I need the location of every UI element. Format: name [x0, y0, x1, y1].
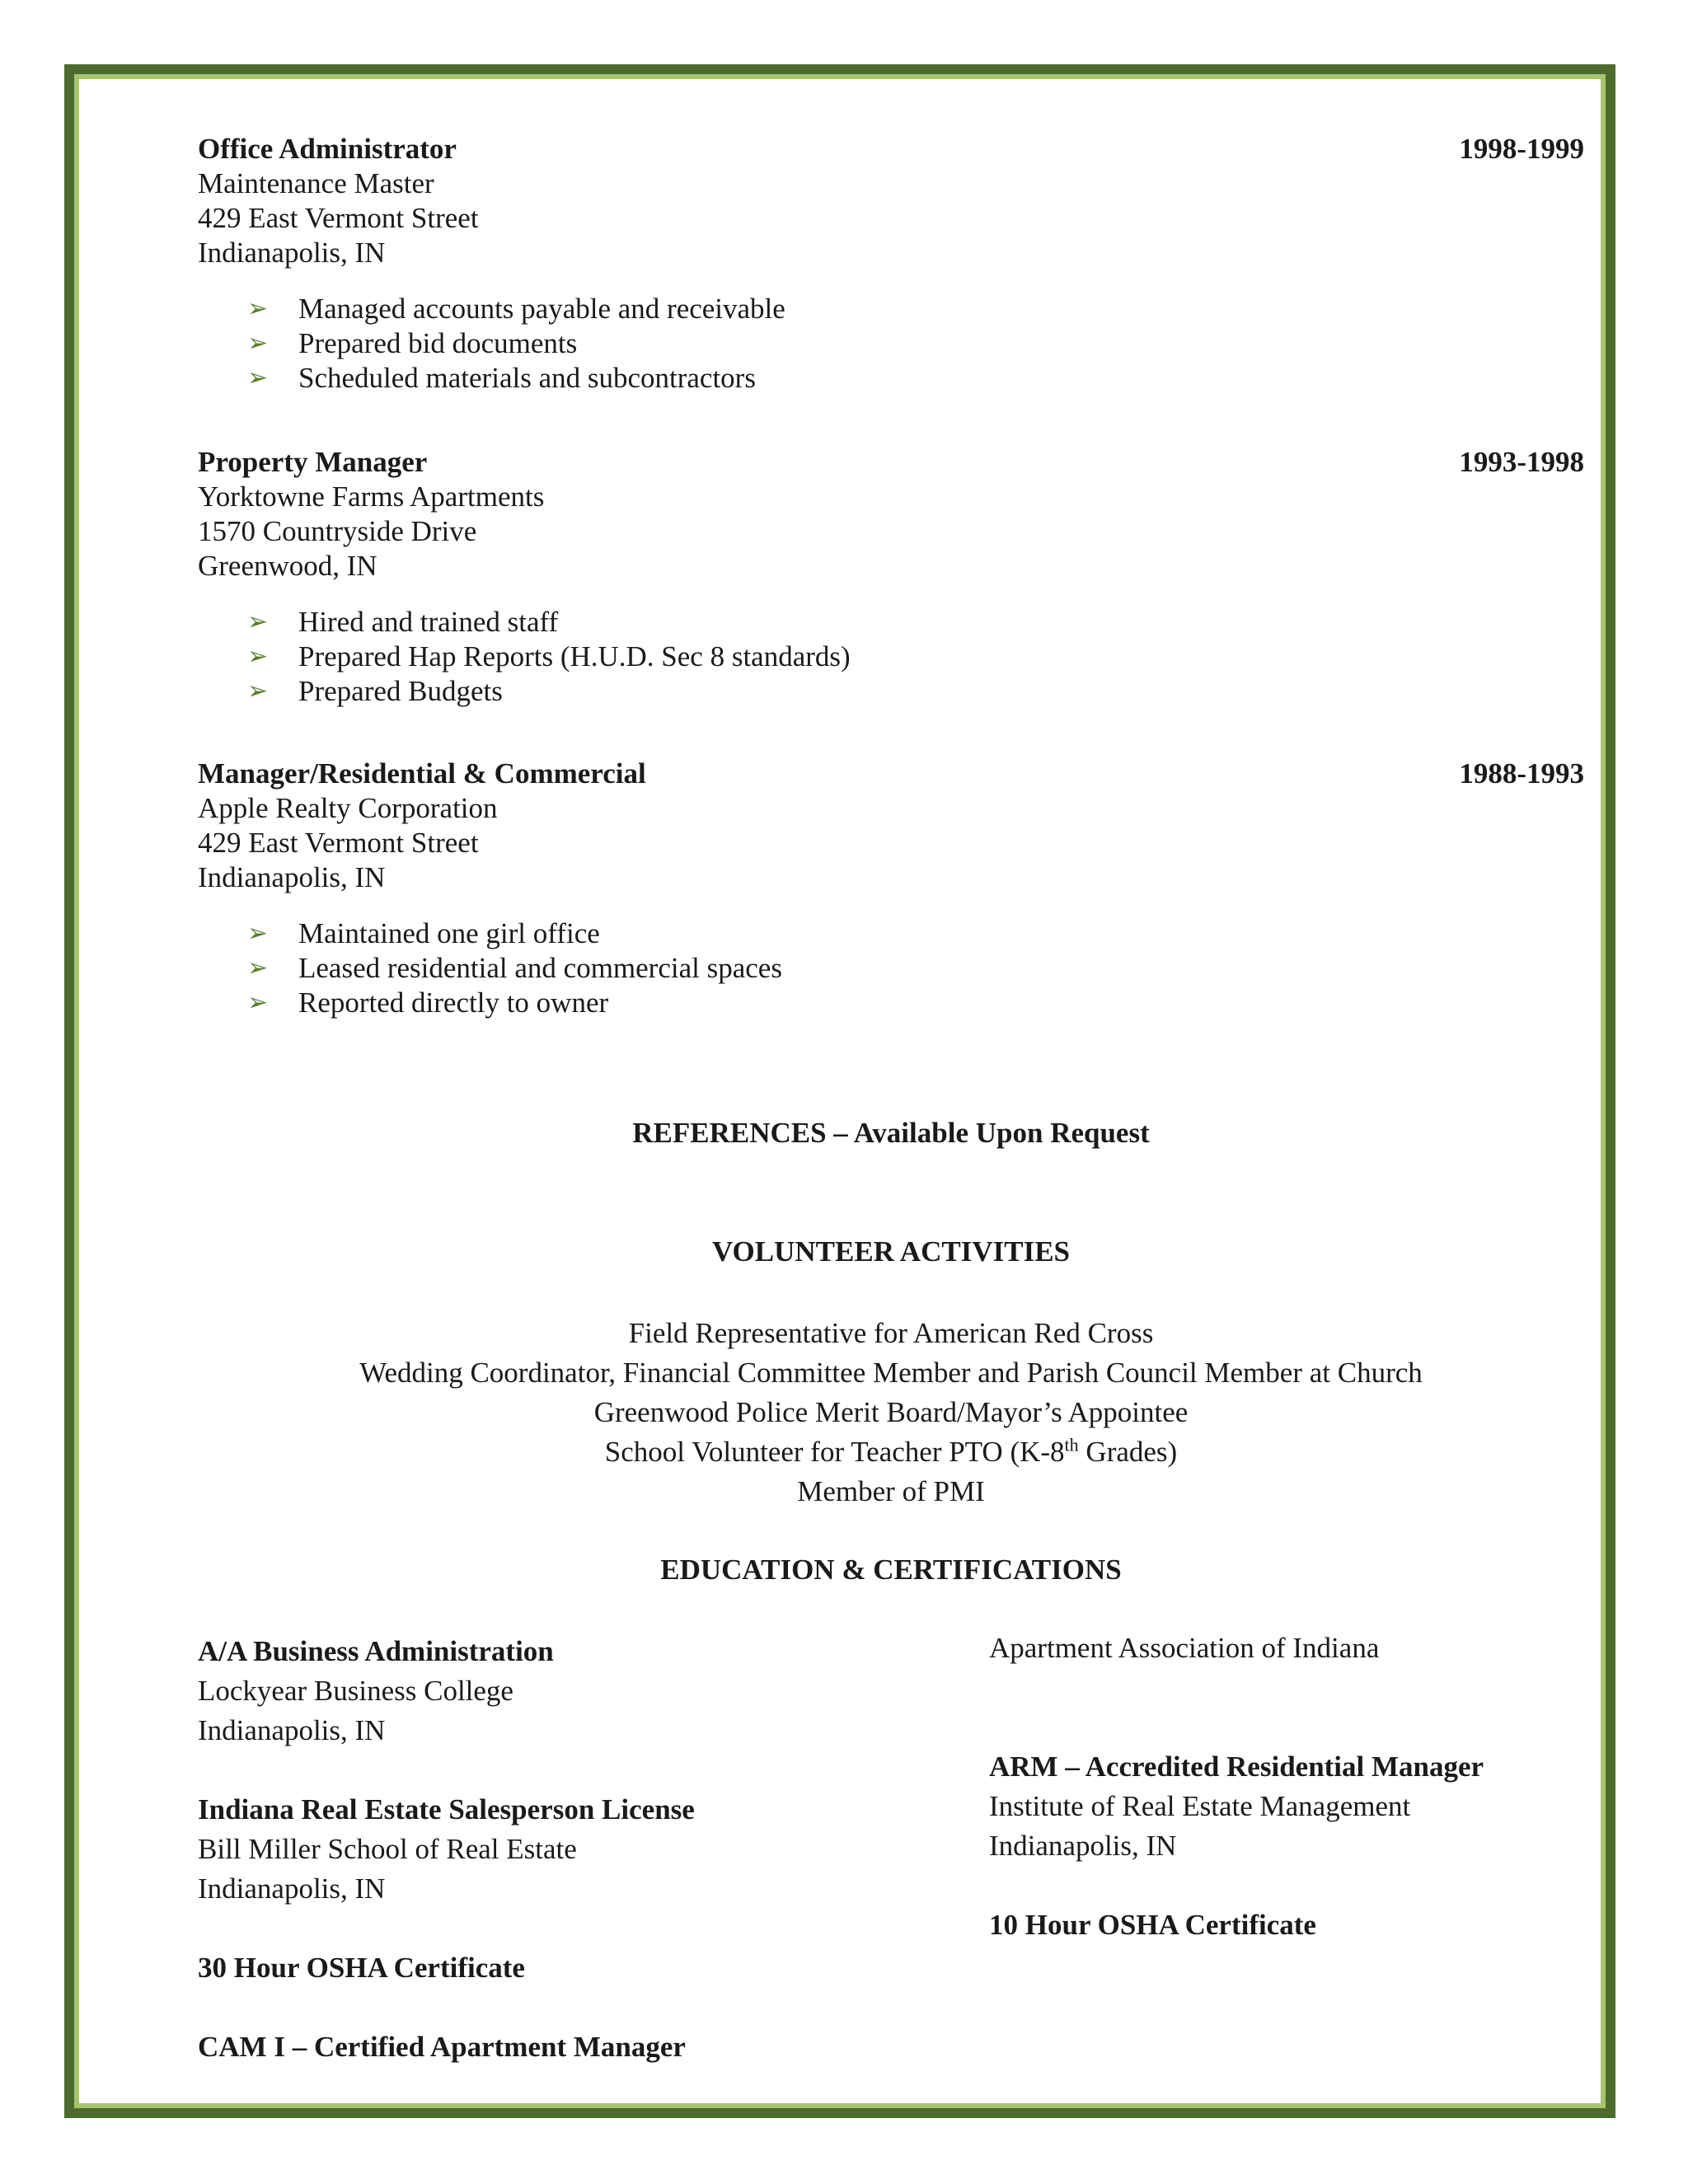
job-company: Maintenance Master [198, 167, 434, 199]
arrow-bullet-icon: ➢ [247, 295, 269, 322]
organization-name: Apartment Association of Indiana [989, 1632, 1380, 1664]
arrow-bullet-icon: ➢ [247, 643, 269, 670]
list-item: ➢ Prepared Budgets [247, 675, 503, 707]
job-duties [198, 916, 1584, 1020]
list-item: Field Representative for American Red Cross [628, 1317, 1154, 1349]
school-city: Indianapolis, IN [198, 1714, 386, 1746]
job-address: 429 East Vermont Street [198, 202, 479, 234]
education-heading: EDUCATION & CERTIFICATIONS [660, 1554, 1122, 1586]
list-item: ➢ Maintained one girl office [247, 917, 600, 949]
arrow-bullet-icon: ➢ [247, 989, 269, 1016]
arrow-bullet-icon: ➢ [247, 920, 269, 947]
job-address: 429 East Vermont Street [198, 827, 479, 859]
arrow-bullet-icon: ➢ [247, 608, 269, 635]
list-item: ➢ Managed accounts payable and receivable [247, 293, 785, 325]
school-name: Lockyear Business College [198, 1675, 513, 1707]
list-item: ➢ Reported directly to owner [247, 987, 609, 1019]
list-item: Wedding Coordinator, Financial Committee Member and Parish Council Member at Church [359, 1357, 1423, 1389]
list-item: ➢ Prepared Hap Reports (H.U.D. Sec 8 standards) [247, 640, 851, 673]
references-heading: REFERENCES – Available Upon Request [632, 1117, 1150, 1149]
education-left-column [198, 1632, 940, 2067]
job-address: 1570 Countryside Drive [198, 515, 477, 547]
certificate-title: 10 Hour OSHA Certificate [989, 1909, 1316, 1941]
school-city: Indianapolis, IN [989, 1830, 1177, 1862]
job-city: Indianapolis, IN [198, 861, 386, 893]
job-header [198, 132, 1584, 166]
job-header [198, 445, 1584, 480]
education-right-column [989, 1629, 1584, 1945]
certificate-title: ARM – Accredited Residential Manager [989, 1750, 1484, 1783]
list-item: School Volunteer for Teacher PTO (K-8th Grades) [604, 1434, 1178, 1468]
degree-title: A/A Business Administration [198, 1635, 554, 1667]
list-item: Member of PMI [797, 1475, 985, 1507]
arrow-bullet-icon: ➢ [247, 364, 269, 391]
certificate-title: 30 Hour OSHA Certificate [198, 1952, 525, 1984]
list-item: ➢ Leased residential and commercial spaces [247, 952, 782, 984]
license-title: Indiana Real Estate Salesperson License [198, 1793, 695, 1825]
job-entry [198, 757, 1584, 1020]
volunteer-list [198, 1314, 1584, 1511]
volunteer-heading: VOLUNTEER ACTIVITIES [711, 1235, 1070, 1268]
arrow-bullet-icon: ➢ [247, 954, 269, 982]
job-title: Property Manager [198, 446, 428, 478]
job-duties [198, 605, 1584, 709]
job-years: 1988-1993 [1459, 757, 1584, 790]
job-entry [198, 132, 1584, 396]
school-city: Indianapolis, IN [198, 1872, 386, 1905]
list-item: ➢ Hired and trained staff [247, 606, 559, 638]
resume-content [198, 0, 1584, 2184]
job-entry [198, 445, 1584, 709]
list-item: Greenwood Police Merit Board/Mayor’s Appointee [593, 1396, 1189, 1428]
list-item: ➢ Scheduled materials and subcontractors [247, 362, 756, 394]
arrow-bullet-icon: ➢ [247, 677, 269, 705]
job-company: Yorktowne Farms Apartments [198, 480, 545, 513]
arrow-bullet-icon: ➢ [247, 330, 269, 357]
job-header [198, 757, 1584, 791]
job-city: Greenwood, IN [198, 550, 377, 582]
job-years: 1998-1999 [1459, 133, 1584, 165]
job-title: Office Administrator [198, 133, 457, 165]
list-item: ➢ Prepared bid documents [247, 327, 578, 359]
job-company: Apple Realty Corporation [198, 792, 498, 824]
job-title: Manager/Residential & Commercial [198, 757, 646, 790]
job-years: 1993-1998 [1459, 446, 1584, 478]
certificate-title: CAM I – Certified Apartment Manager [198, 2031, 686, 2063]
job-duties [198, 292, 1584, 396]
school-name: Institute of Real Estate Management [989, 1790, 1411, 1822]
school-name: Bill Miller School of Real Estate [198, 1833, 577, 1865]
job-city: Indianapolis, IN [198, 237, 386, 269]
